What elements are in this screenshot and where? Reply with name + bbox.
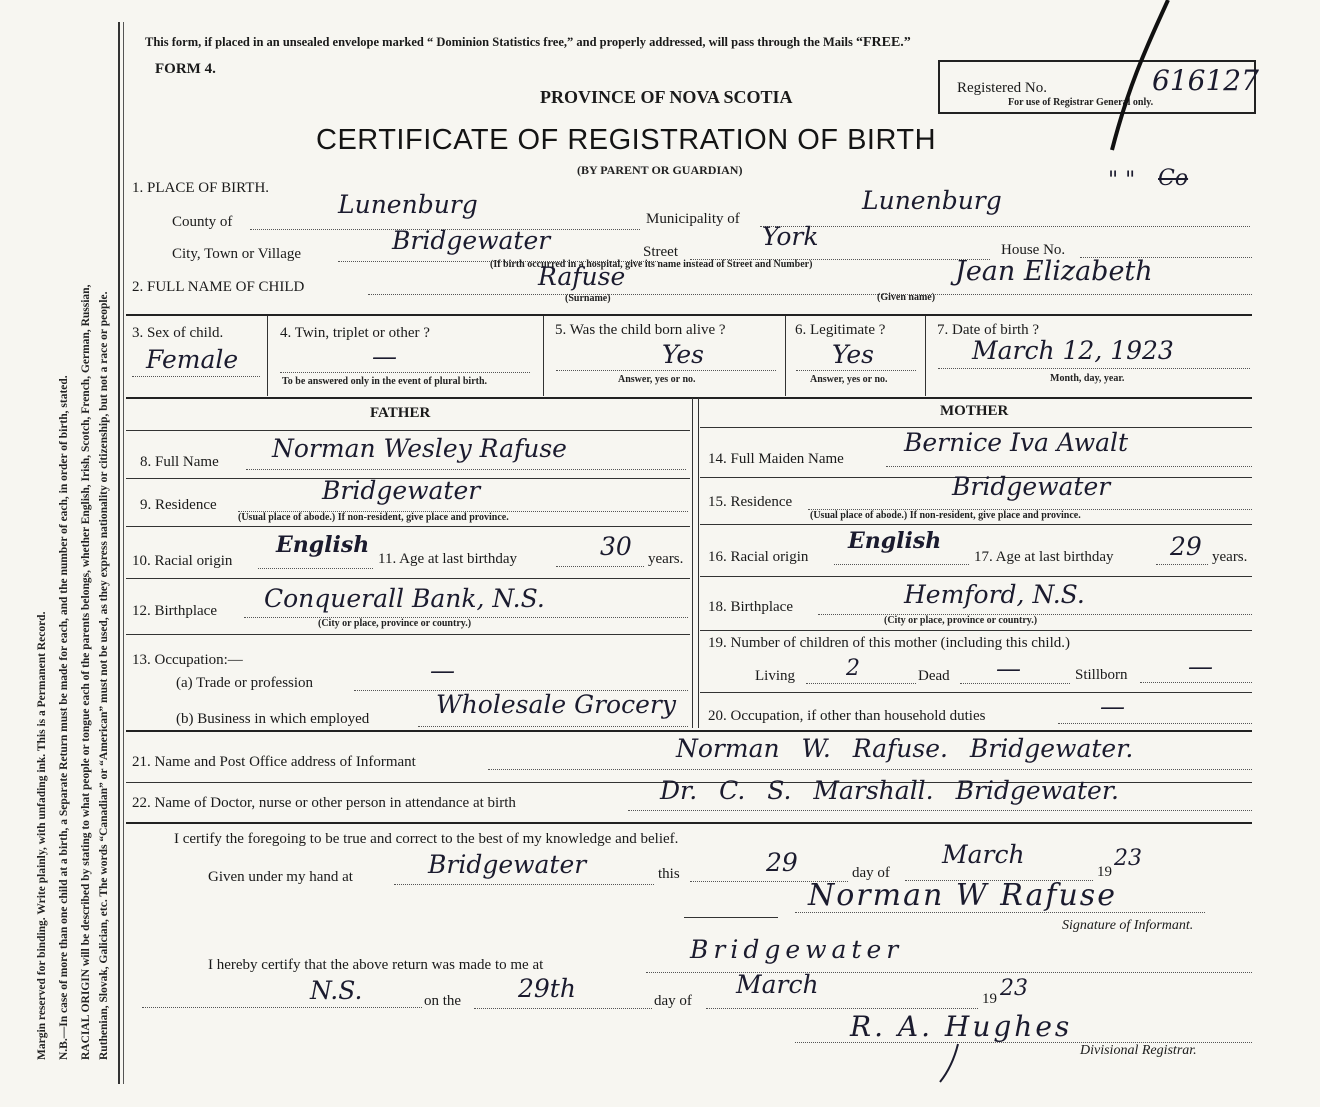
- divisional-registrar-label: Divisional Registrar.: [1080, 1043, 1197, 1058]
- page-subtitle: (BY PARENT OR GUARDIAN): [577, 163, 743, 177]
- surname-label: (Surname): [565, 293, 611, 304]
- municipality-value: Lunenburg: [862, 186, 1002, 215]
- dead-label: Dead: [918, 668, 950, 684]
- given-under-label: Given under my hand at: [208, 869, 353, 885]
- father-race: English: [276, 532, 370, 558]
- father-birthplace-label: 12. Birthplace: [132, 603, 217, 619]
- informant-signature: Norman W Rafuse: [808, 878, 1117, 913]
- mail-note: This form, if placed in an unsealed envelope marked “ Dominion Statistics free,” and properly addressed, will pass through the Mails “FREE.”: [145, 35, 911, 50]
- business-value: Wholesale Grocery: [436, 690, 676, 719]
- given-name-label: (Given name): [877, 292, 936, 303]
- city-label: City, Town or Village: [172, 246, 302, 262]
- trade-label: (a) Trade or profession: [176, 675, 314, 691]
- county-label: County of: [172, 214, 233, 230]
- county-value: Lunenburg: [338, 190, 478, 219]
- mother-name: Bernice Iva Awalt: [904, 428, 1129, 457]
- mother-race: English: [848, 528, 942, 554]
- cert-year-suffix: 23: [1114, 846, 1142, 871]
- mother-race-label: 16. Racial origin: [708, 549, 809, 565]
- cert-month: March: [942, 840, 1025, 869]
- province-heading: PROVINCE OF NOVA SCOTIA: [540, 87, 793, 107]
- twin-value: —: [372, 342, 397, 371]
- hospital-note: (If birth occurred in a hospital, give its name instead of Street and Number): [490, 259, 813, 270]
- informant-label: 21. Name and Post Office address of Informant: [132, 754, 416, 770]
- doctor-value: Dr. C. S. Marshall. Bridgewater.: [660, 776, 1119, 805]
- city-value: Bridgewater: [392, 226, 551, 255]
- mother-birthplace: Hemford, N.S.: [904, 580, 1085, 609]
- living-label: Living: [755, 668, 795, 684]
- father-residence-label: 9. Residence: [140, 497, 217, 513]
- mother-birthplace-note: (City or place, province or country.): [884, 615, 1038, 626]
- father-residence-note: (Usual place of abode.) If non-resident, give place and province.: [238, 512, 509, 523]
- page-title: CERTIFICATE OF REGISTRATION OF BIRTH: [316, 124, 937, 156]
- municipality-label: Municipality of: [646, 211, 740, 227]
- registrar-dayof-label: day of: [654, 993, 692, 1009]
- alive-value: Yes: [662, 340, 704, 369]
- registrar-province: N.S.: [310, 976, 363, 1005]
- registrar-year-suffix: 23: [1000, 976, 1028, 1001]
- mother-residence-note: (Usual place of abode.) If non-resident, give place and province.: [810, 510, 1081, 521]
- stillborn-value: —: [1188, 652, 1213, 681]
- registrar-day: 29th: [518, 974, 576, 1003]
- margin-note-binding: Margin reserved for binding. Write plainly, with unfading ink. This is a Permanent Record.: [36, 611, 48, 1060]
- sex-value: Female: [146, 345, 239, 374]
- legitimate-note: Answer, yes or no.: [810, 374, 888, 385]
- dob-label: 7. Date of birth ?: [937, 322, 1040, 338]
- street-value: York: [762, 222, 819, 251]
- father-race-label: 10. Racial origin: [132, 553, 233, 569]
- father-residence: Bridgewater: [322, 476, 481, 505]
- dead-value: —: [996, 654, 1021, 683]
- registration-note: For use of Registrar General only.: [1008, 97, 1154, 108]
- dob-note: Month, day, year.: [1050, 373, 1125, 384]
- child-surname: Rafuse: [538, 262, 626, 291]
- place-of-birth-heading: 1. PLACE OF BIRTH.: [132, 180, 270, 196]
- municipality-scribble: Co: [1158, 166, 1189, 191]
- legitimate-label: 6. Legitimate ?: [795, 322, 886, 338]
- mother-name-label: 14. Full Maiden Name: [708, 451, 844, 467]
- father-heading: FATHER: [370, 405, 431, 421]
- mother-occupation: —: [1100, 692, 1125, 721]
- stillborn-label: Stillborn: [1075, 667, 1128, 683]
- mother-age: 29: [1170, 532, 1202, 561]
- child-given-name: Jean Elizabeth: [955, 256, 1153, 287]
- this-label: this: [658, 866, 680, 882]
- margin-note-multiple-births: N.B.—In case of more than one child at a birth, a Separate Return must be made for each, and the number of each, in order of birth, stated.: [58, 375, 70, 1060]
- sex-label: 3. Sex of child.: [132, 325, 224, 341]
- twin-note: To be answered only in the event of plural birth.: [282, 376, 488, 387]
- cert-statement: I certify the foregoing to be true and correct to the best of my knowledge and belief.: [174, 831, 679, 847]
- alive-note: Answer, yes or no.: [618, 374, 696, 385]
- dob-value: March 12, 1923: [972, 336, 1174, 365]
- business-label: (b) Business in which employed: [176, 711, 370, 727]
- children-count-label: 19. Number of children of this mother (including this child.): [708, 635, 1071, 651]
- father-age: 30: [600, 532, 632, 561]
- doctor-label: 22. Name of Doctor, nurse or other person in attendance at birth: [132, 795, 516, 811]
- cert-year-prefix: 19: [1097, 864, 1112, 880]
- registrar-signature: R. A. Hughes: [850, 1010, 1073, 1043]
- margin-note-racial-origin-2: Ruthenian, Slovak, Galician, etc. The words “Canadian” or “American” must not be used, as they express nationality or citizenship, but not a race or people.: [98, 291, 110, 1060]
- cert-dayof-label: day of: [852, 865, 890, 881]
- mother-occupation-label: 20. Occupation, if other than household duties: [708, 708, 986, 724]
- father-years: years.: [648, 551, 684, 567]
- father-occupation-label: 13. Occupation:—: [132, 652, 243, 668]
- mother-residence-label: 15. Residence: [708, 494, 793, 510]
- informant-value: Norman W. Rafuse. Bridgewater.: [676, 734, 1134, 763]
- mother-residence: Bridgewater: [952, 472, 1111, 501]
- form-number: FORM 4.: [155, 61, 216, 77]
- municipality-ditto-mark: " ": [1108, 168, 1136, 193]
- father-age-label: 11. Age at last birthday: [378, 551, 517, 567]
- registration-number: 616127: [1152, 64, 1259, 97]
- on-the-label: on the: [424, 993, 462, 1009]
- father-name-label: 8. Full Name: [140, 454, 219, 470]
- mother-birthplace-label: 18. Birthplace: [708, 599, 793, 615]
- father-name: Norman Wesley Rafuse: [272, 434, 567, 463]
- father-birthplace: Conquerall Bank, N.S.: [264, 584, 545, 613]
- registrar-year-prefix: 19: [982, 991, 997, 1007]
- street-label: Street: [643, 244, 678, 260]
- mother-years: years.: [1212, 549, 1248, 565]
- registrar-place: Bridgewater: [690, 935, 904, 964]
- registrar-statement: I hereby certify that the above return was made to me at: [208, 957, 544, 973]
- father-birthplace-note: (City or place, province or country.): [318, 618, 472, 629]
- twin-label: 4. Twin, triplet or other ?: [280, 325, 430, 341]
- child-name-label: 2. FULL NAME OF CHILD: [132, 279, 305, 295]
- house-number-label: House No.: [1001, 242, 1066, 258]
- mother-age-label: 17. Age at last birthday: [974, 549, 1114, 565]
- mother-heading: MOTHER: [940, 403, 1009, 419]
- cert-day: 29: [766, 848, 798, 877]
- trade-value: —: [430, 656, 455, 685]
- margin-note-racial-origin-1: RACIAL ORIGIN will be described by stating to what people or tongue each of the parents belongs, whether English, Irish, Scotch, French, German, Russian,: [80, 284, 92, 1060]
- alive-label: 5. Was the child born alive ?: [555, 322, 726, 338]
- legitimate-value: Yes: [832, 340, 874, 369]
- registration-label: Registered No.: [957, 80, 1047, 96]
- registrar-month: March: [736, 970, 819, 999]
- living-value: 2: [846, 656, 860, 681]
- given-place: Bridgewater: [428, 850, 587, 879]
- informant-signature-label: Signature of Informant.: [1062, 918, 1194, 933]
